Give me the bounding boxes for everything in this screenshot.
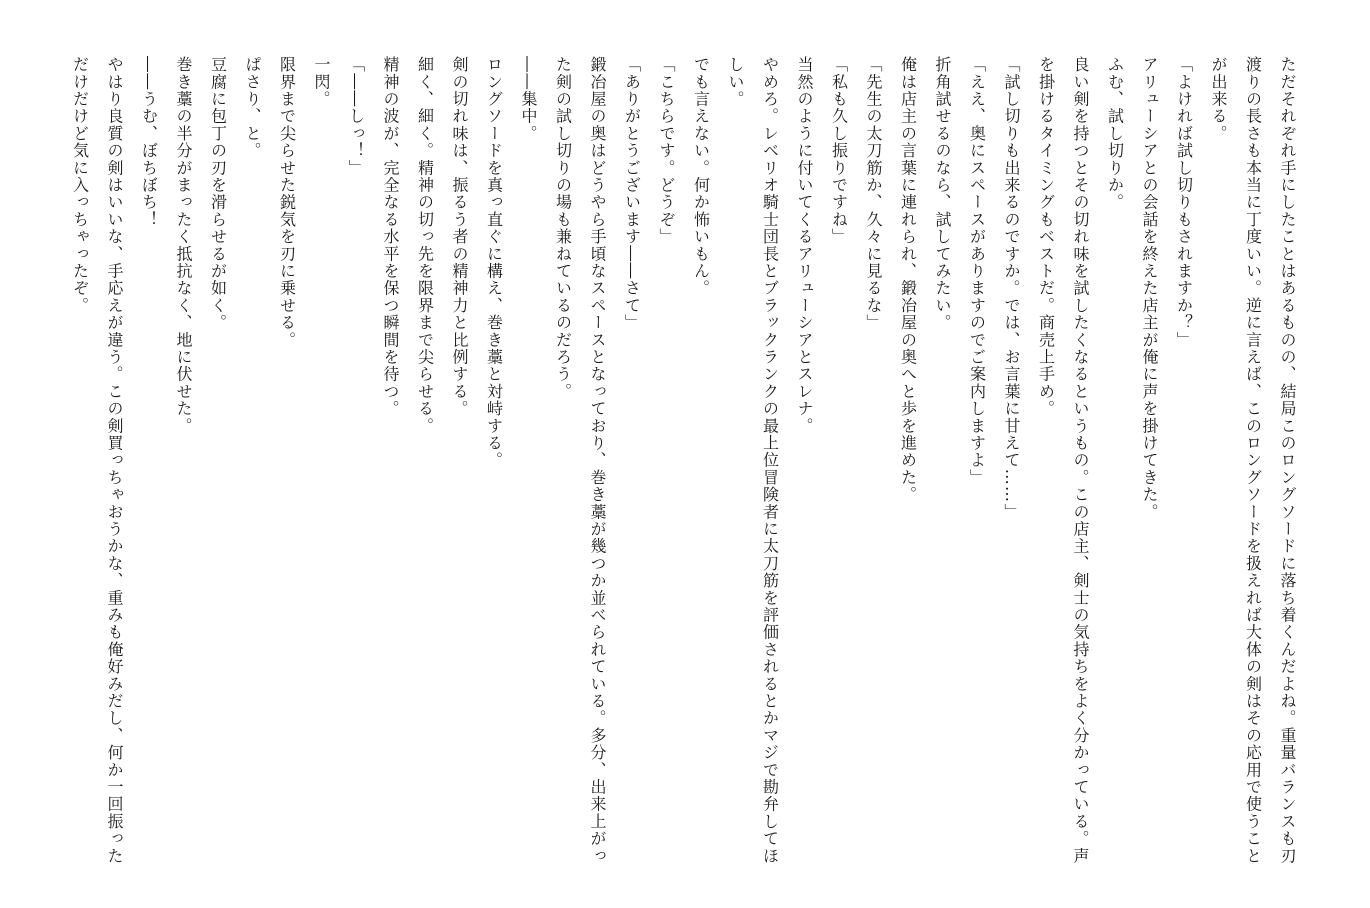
dialogue-line: 「――しっ！」 bbox=[346, 56, 366, 177]
paragraph: ふむ、試し切りか。 bbox=[1105, 56, 1125, 211]
dialogue-line: 「私も久し振りですね」 bbox=[829, 56, 849, 246]
paragraph: でも言えない。何か怖いもん。 bbox=[691, 56, 711, 297]
paragraph: ぱさり、と。 bbox=[243, 56, 262, 160]
paragraph: 巻き藁の半分がまったく抵抗なく、地に伏せた。 bbox=[174, 56, 193, 435]
dialogue-line: 「試し切りも出来るのですか。では、お言葉に甘えて……」 bbox=[1002, 56, 1021, 521]
paragraph: 精神の波が、完全なる水平を保つ瞬間を待つ。 bbox=[381, 56, 400, 418]
paragraph: 鍛冶屋の奥はどうやら手頃なスペースとなっており、巻き藁が幾つか並べられている。多分、出来上がった剣の試し切りの場も兼ねているのだろう。 bbox=[553, 56, 607, 865]
dialogue-line: 「ええ、奥にスペースがありますのでご案内しますよ」 bbox=[967, 56, 987, 486]
dialogue-line: 「先生の太刀筋か、久々に見るな」 bbox=[864, 56, 883, 332]
paragraph: 折角試せるのなら、試してみたい。 bbox=[933, 56, 952, 332]
dialogue-line: 「よければ試し切りもされますか？」 bbox=[1174, 56, 1194, 349]
paragraph: アリューシアとの会話を終えた店主が俺に声を掛けてきた。 bbox=[1140, 56, 1159, 521]
paragraph: 豆腐に包丁の刃を滑らせるが如く。 bbox=[208, 56, 228, 332]
paragraph: 当然のように付いてくるアリューシアとスレナ。 bbox=[795, 56, 814, 435]
paragraph: 一閃。 bbox=[312, 56, 331, 108]
paragraph: ロングソードを真っ直ぐに構え、巻き藁と対峙する。 bbox=[484, 56, 504, 469]
dialogue-line: 「ありがとうございます――さて」 bbox=[622, 56, 642, 332]
paragraph: ――うむ、ぼちぼち！ bbox=[139, 56, 159, 228]
paragraph: やはり良質の剣はいいな、手応えが違う。この剣買っちゃおうかな、重みも俺好みだし、何か一回振っただけだけど気に入っちゃったぞ。 bbox=[70, 56, 124, 865]
paragraph: ――集中。 bbox=[519, 56, 538, 142]
paragraph: 剣の切れ味は、振るう者の精神力と比例する。 bbox=[450, 56, 469, 418]
paragraph: 限界まで尖らせた鋭気を刃に乗せる。 bbox=[277, 56, 297, 349]
paragraph: 細く、細く。精神の切っ先を限界まで尖らせる。 bbox=[415, 56, 435, 435]
dialogue-line: 「こちらです。どうぞ」 bbox=[657, 56, 676, 246]
paragraph: 俺は店主の言葉に連れられ、鍛冶屋の奥へと歩を進めた。 bbox=[898, 56, 918, 504]
vertical-text-body bbox=[54, 56, 1304, 876]
paragraph: ただそれぞれ手にしたことはあるものの、結局このロングソードに落ち着くんだよね。重量バランスも刃渡りの長さも本当に丁度いい。逆に言えば、このロングソードを扱えれば大体の剣はその応用で使うことが出来る。 bbox=[1209, 56, 1297, 865]
paragraph: 良い剣を持つとその切れ味を試したくなるというもの。この店主、剣士の気持ちをよく分かっている。声を掛けるタイミングもベストだ。商売上手め。 bbox=[1036, 56, 1090, 865]
paragraph: やめろ。レベリオ騎士団長とブラックランクの最上位冒険者に太刀筋を評価されるとかマジで勘弁してほしい。 bbox=[726, 56, 780, 865]
